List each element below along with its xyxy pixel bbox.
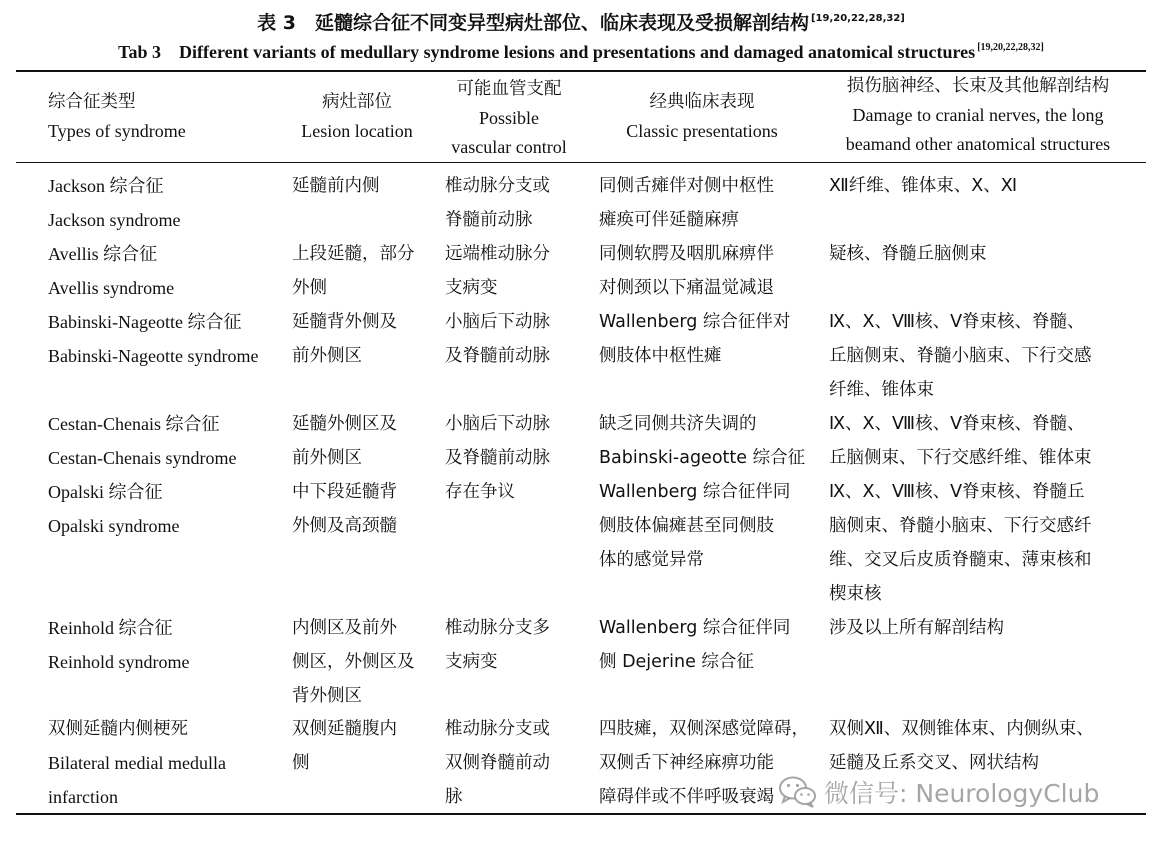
row-6-lesion-line: 背外侧区 <box>292 686 362 706</box>
row-1-vascular-line: 脊髓前动脉 <box>445 210 533 230</box>
caption-chinese-refs: [19,20,22,28,32] <box>810 13 905 24</box>
header-clinical <box>592 88 812 146</box>
row-5-type <box>48 475 179 543</box>
header-vascular-en2: vascular control <box>451 137 567 157</box>
row-3-damage-line: 纤维、锥体束 <box>829 380 934 400</box>
row-4-clinical-line: Babinski-ageotte 综合征 <box>599 448 806 468</box>
row-2-vascular-line: 支病变 <box>445 278 498 298</box>
row-1-vascular-line: 椎动脉分支或 <box>445 176 550 196</box>
row-7-type-cn: 双侧延髓内侧梗死 <box>48 719 188 739</box>
row-4-damage-line: 丘脑侧束、下行交感纤维、锥体束 <box>829 448 1092 468</box>
header-damage <box>820 72 1136 159</box>
row-1-damage <box>829 169 1017 203</box>
row-5-damage-line: Ⅸ、Ⅹ、Ⅷ核、Ⅴ脊束核、脊髓丘 <box>829 482 1085 502</box>
row-2-type <box>48 237 174 305</box>
row-5-vascular <box>445 475 515 509</box>
row-3-lesion-line: 延髓背外侧及 <box>292 312 397 332</box>
row-3-damage-line: Ⅸ、Ⅹ、Ⅷ核、Ⅴ脊束核、脊髓、 <box>829 312 1085 332</box>
row-6-vascular <box>445 611 550 679</box>
row-2-clinical-line: 同侧软腭及咽肌麻痹伴 <box>599 244 774 264</box>
row-4-type <box>48 407 236 475</box>
row-1-clinical <box>599 169 774 237</box>
row-7-clinical-line: 双侧舌下神经麻痹功能 <box>599 753 774 773</box>
row-2-clinical-line: 对侧颈以下痛温觉减退 <box>599 278 774 298</box>
row-3-clinical-line: 侧肢体中枢性瘫 <box>599 346 722 366</box>
row-3-damage <box>829 305 1092 407</box>
row-1-type-cn: Jackson 综合征 <box>48 176 164 196</box>
row-6-clinical-line: 侧 Dejerine 综合征 <box>599 652 754 672</box>
row-4-clinical <box>599 407 805 475</box>
row-6-lesion-line: 内侧区及前外 <box>292 618 397 638</box>
watermark-text: 微信号: NeurologyClub <box>824 779 1100 808</box>
row-6-type-en: Reinhold syndrome <box>48 652 190 672</box>
row-3-clinical-line: Wallenberg 综合征伴对 <box>599 312 791 332</box>
row-4-vascular <box>445 407 550 475</box>
row-1-lesion <box>292 169 380 203</box>
header-vascular-cn: 可能血管支配 <box>456 79 562 99</box>
header-type-cn: 综合征类型 <box>48 92 136 112</box>
row-5-clinical-line: 侧肢体偏瘫甚至同侧肢 <box>599 516 774 536</box>
caption-english <box>0 38 1162 64</box>
row-7-vascular-line: 双侧脊髓前动 <box>445 753 550 773</box>
row-1-clinical-line: 瘫痪可伴延髓麻痹 <box>599 210 739 230</box>
caption-chinese <box>0 8 1162 35</box>
row-2-clinical <box>599 237 774 305</box>
row-2-damage-line: 疑核、脊髓丘脑侧束 <box>829 244 987 264</box>
row-4-lesion-line: 前外侧区 <box>292 448 362 468</box>
row-4-lesion-line: 延髓外侧区及 <box>292 414 397 434</box>
row-5-clinical-line: 体的感觉异常 <box>599 550 704 570</box>
row-5-type-cn: Opalski 综合征 <box>48 482 163 502</box>
row-5-lesion-line: 中下段延髓背 <box>292 482 397 502</box>
row-1-type <box>48 169 180 237</box>
header-lesion-cn: 病灶部位 <box>322 92 392 112</box>
row-5-damage-line: 维、交叉后皮质脊髓束、薄束核和 <box>829 550 1092 570</box>
row-7-lesion-line: 双侧延髓腹内 <box>292 719 397 739</box>
row-4-damage <box>829 407 1092 475</box>
row-3-type-en: Babinski-Nageotte syndrome <box>48 346 259 366</box>
row-7-vascular <box>445 712 550 814</box>
row-6-vascular-line: 椎动脉分支多 <box>445 618 550 638</box>
row-1-lesion-line: 延髓前内侧 <box>292 176 380 196</box>
row-7-damage-line: 延髓及丘系交叉、网状结构 <box>829 753 1039 773</box>
header-damage-en1: Damage to cranial nerves, the long <box>852 105 1104 125</box>
caption-english-text: Tab 3 Different variants of medullary syndrome lesions and presentations and damaged anatomical structures <box>118 42 976 62</box>
row-3-type-cn: Babinski-Nageotte 综合征 <box>48 312 242 332</box>
header-type-en: Types of syndrome <box>48 121 186 141</box>
header-damage-cn: 损伤脑神经、长束及其他解剖结构 <box>846 76 1110 96</box>
row-3-type <box>48 305 258 373</box>
wechat-watermark <box>778 770 1099 814</box>
row-4-damage-line: Ⅸ、Ⅹ、Ⅷ核、Ⅴ脊束核、脊髓、 <box>829 414 1085 434</box>
row-7-vascular-line: 脉 <box>445 787 463 807</box>
row-5-clinical-line: Wallenberg 综合征伴同 <box>599 482 791 502</box>
table-header-rule <box>16 162 1146 163</box>
row-6-lesion-line: 侧区，外侧区及 <box>292 652 415 672</box>
header-clinical-cn: 经典临床表现 <box>649 92 755 112</box>
row-3-vascular-line: 小脑后下动脉 <box>445 312 550 332</box>
row-5-lesion <box>292 475 397 543</box>
row-2-type-en: Avellis syndrome <box>48 278 175 298</box>
row-1-damage-line: Ⅻ纤维、锥体束、Ⅹ、Ⅺ <box>829 176 1018 196</box>
header-vascular <box>436 75 582 162</box>
row-4-lesion <box>292 407 397 475</box>
row-6-clinical-line: Wallenberg 综合征伴同 <box>599 618 791 638</box>
row-4-vascular-line: 及脊髓前动脉 <box>445 448 550 468</box>
caption-english-refs: [19,20,22,28,32] <box>977 42 1044 53</box>
row-2-lesion <box>292 237 415 305</box>
row-7-lesion <box>292 712 397 780</box>
row-6-damage-line: 涉及以上所有解剖结构 <box>829 618 1004 638</box>
row-1-vascular <box>445 169 550 237</box>
row-5-damage-line: 脑侧束、脊髓小脑束、下行交感纤 <box>829 516 1092 536</box>
header-lesion-en: Lesion location <box>301 121 413 141</box>
row-5-clinical <box>599 475 790 577</box>
row-6-lesion <box>292 611 415 713</box>
row-3-vascular-line: 及脊髓前动脉 <box>445 346 550 366</box>
header-type <box>48 88 186 146</box>
row-2-type-cn: Avellis 综合征 <box>48 244 158 264</box>
row-3-damage-line: 丘脑侧束、脊髓小脑束、下行交感 <box>829 346 1092 366</box>
header-clinical-en: Classic presentations <box>626 121 778 141</box>
row-2-vascular-line: 远端椎动脉分 <box>445 244 550 264</box>
row-1-clinical-line: 同侧舌瘫伴对侧中枢性 <box>599 176 774 196</box>
row-5-damage <box>829 475 1092 611</box>
row-2-damage <box>829 237 987 271</box>
row-4-vascular-line: 小脑后下动脉 <box>445 414 550 434</box>
row-6-damage <box>829 611 1004 645</box>
header-vascular-en1: Possible <box>478 108 539 128</box>
row-7-vascular-line: 椎动脉分支或 <box>445 719 550 739</box>
row-7-clinical-line: 四肢瘫，双侧深感觉障碍， <box>599 719 809 739</box>
row-2-lesion-line: 上段延髓，部分 <box>292 244 415 264</box>
row-7-type <box>48 712 226 814</box>
row-7-damage-line: 双侧Ⅻ、双侧锥体束、内侧纵束、 <box>829 719 1094 739</box>
row-4-type-en: Cestan-Chenais syndrome <box>48 448 237 468</box>
row-5-type-en: Opalski syndrome <box>48 516 180 536</box>
header-damage-en2: beamand other anatomical structures <box>845 134 1111 154</box>
row-7-type-en-2: infarction <box>48 787 118 807</box>
row-6-type-cn: Reinhold 综合征 <box>48 618 173 638</box>
row-2-lesion-line: 外侧 <box>292 278 327 298</box>
row-6-clinical <box>599 611 790 679</box>
row-5-lesion-line: 外侧及高颈髓 <box>292 516 397 536</box>
row-5-vascular-line: 存在争议 <box>445 482 515 502</box>
row-7-clinical-line: 障碍伴或不伴呼吸衰竭 <box>599 787 774 807</box>
row-6-type <box>48 611 190 679</box>
row-2-vascular <box>445 237 550 305</box>
row-4-clinical-line: 缺乏同侧共济失调的 <box>599 414 757 434</box>
row-7-lesion-line: 侧 <box>292 753 310 773</box>
row-3-vascular <box>445 305 550 373</box>
row-6-vascular-line: 支病变 <box>445 652 498 672</box>
row-4-type-cn: Cestan-Chenais 综合征 <box>48 414 220 434</box>
row-3-lesion-line: 前外侧区 <box>292 346 362 366</box>
row-3-clinical <box>599 305 790 373</box>
wechat-icon <box>778 775 818 809</box>
row-7-type-en-1: Bilateral medial medulla <box>48 753 226 773</box>
row-5-damage-line: 楔束核 <box>829 584 882 604</box>
row-1-type-en: Jackson syndrome <box>48 210 181 230</box>
caption-chinese-text: 表 3 延髓综合征不同变异型病灶部位、临床表现及受损解剖结构 <box>257 12 809 34</box>
header-lesion <box>278 88 436 146</box>
row-3-lesion <box>292 305 397 373</box>
